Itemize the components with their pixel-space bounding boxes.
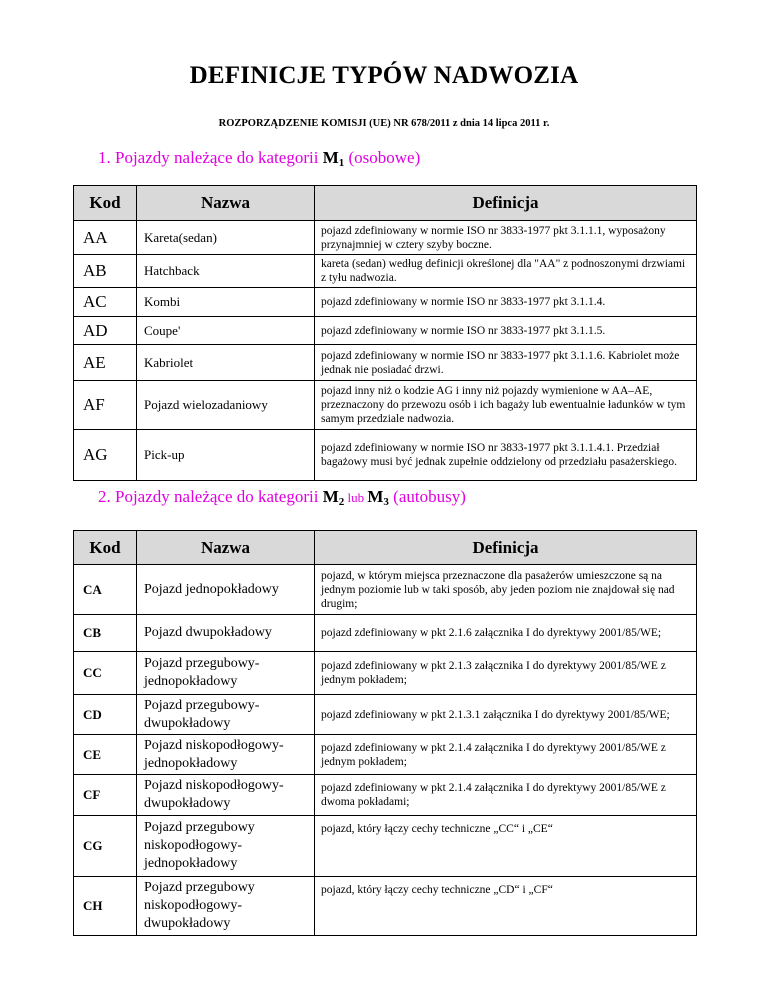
row-name: Pojazd przegubowy niskopodłogowy-dwupokładowy bbox=[137, 877, 315, 936]
bus-body-types-table bbox=[73, 530, 697, 936]
row-code: CH bbox=[74, 877, 137, 936]
row-name: Pojazd jednopokładowy bbox=[137, 565, 315, 615]
row-code: CD bbox=[74, 695, 137, 735]
header-definition: Definicja bbox=[315, 531, 697, 565]
row-name: Pick-up bbox=[137, 430, 315, 481]
table-header-row bbox=[74, 531, 697, 565]
category-m1: $M_1$ bbox=[322, 148, 345, 169]
row-definition: pojazd zdefiniowany w normie ISO nr 3833-1977 pkt 3.1.1.6. Kabriolet może jednak nie posiadać drzwi. bbox=[315, 345, 697, 381]
section-2-prefix: 2. Pojazdy należące do kategorii bbox=[98, 487, 323, 506]
table-header-row bbox=[74, 186, 697, 221]
table-row bbox=[74, 221, 697, 255]
section-2-suffix: (autobusy) bbox=[388, 487, 466, 506]
row-code: AG bbox=[74, 430, 137, 481]
category-m2: $M_2$ bbox=[322, 487, 345, 508]
row-name: Pojazd niskopodłogowy-dwupokładowy bbox=[137, 775, 315, 816]
table-row bbox=[74, 735, 697, 775]
section-1-heading bbox=[98, 148, 420, 169]
row-code: CF bbox=[74, 775, 137, 816]
row-name: Pojazd niskopodłogowy-jednopokładowy bbox=[137, 735, 315, 775]
table-row bbox=[74, 695, 697, 735]
section-2-heading bbox=[98, 487, 466, 508]
table-row bbox=[74, 615, 697, 652]
header-code: Kod bbox=[74, 531, 137, 565]
row-definition: pojazd zdefiniowany w pkt 2.1.4 załącznika I do dyrektywy 2001/85/WE z dwoma pokładami; bbox=[315, 775, 697, 816]
table-row bbox=[74, 652, 697, 695]
row-definition: pojazd zdefiniowany w pkt 2.1.3 załącznika I do dyrektywy 2001/85/WE z jednym pokładem; bbox=[315, 652, 697, 695]
row-code: CG bbox=[74, 816, 137, 877]
row-definition: pojazd zdefiniowany w pkt 2.1.3.1 załącznika I do dyrektywy 2001/85/WE; bbox=[315, 695, 697, 735]
table-row bbox=[74, 317, 697, 345]
row-code: CB bbox=[74, 615, 137, 652]
category-m3: $M_3$ bbox=[367, 487, 389, 508]
document-title: DEFINICJE TYPÓW NADWOZIA bbox=[189, 62, 579, 89]
row-name: Hatchback bbox=[137, 255, 315, 288]
row-code: AE bbox=[74, 345, 137, 381]
row-name: Kareta(sedan) bbox=[137, 221, 315, 255]
row-definition: pojazd zdefiniowany w normie ISO nr 3833-1977 pkt 3.1.1.4. bbox=[315, 288, 697, 317]
table-row bbox=[74, 345, 697, 381]
regulation-subtitle: ROZPORZĄDZENIE KOMISJI (UE) NR 678/2011 z dnia 14 lipca 2011 r. bbox=[218, 118, 550, 129]
row-name: Coupe' bbox=[137, 317, 315, 345]
row-name: Kombi bbox=[137, 288, 315, 317]
row-definition: pojazd, który łączy cechy techniczne „CC“ i „CE“ bbox=[315, 816, 697, 877]
table-row bbox=[74, 430, 697, 481]
table-row bbox=[74, 816, 697, 877]
row-definition: pojazd zdefiniowany w normie ISO nr 3833-1977 pkt 3.1.1.5. bbox=[315, 317, 697, 345]
row-definition: pojazd zdefiniowany w pkt 2.1.4 załącznika I do dyrektywy 2001/85/WE z jednym pokładem; bbox=[315, 735, 697, 775]
section-1-prefix: 1. Pojazdy należące do kategorii bbox=[98, 148, 323, 167]
row-code: AA bbox=[74, 221, 137, 255]
row-code: AC bbox=[74, 288, 137, 317]
row-name: Pojazd wielozadaniowy bbox=[137, 381, 315, 430]
header-name: Nazwa bbox=[137, 531, 315, 565]
section-2-lub: lub bbox=[344, 490, 368, 505]
table-row bbox=[74, 565, 697, 615]
row-code: AF bbox=[74, 381, 137, 430]
table-row bbox=[74, 288, 697, 317]
table-row bbox=[74, 381, 697, 430]
row-code: CE bbox=[74, 735, 137, 775]
row-code: CA bbox=[74, 565, 137, 615]
row-code: AB bbox=[74, 255, 137, 288]
row-definition: pojazd, w którym miejsca przeznaczone dla pasażerów umieszczone są na jednym poziomie lub w taki sposób, aby jeden poziom nie znajdował się nad drugim; bbox=[315, 565, 697, 615]
row-name: Pojazd przegubowy-dwupokładowy bbox=[137, 695, 315, 735]
row-definition: pojazd zdefiniowany w pkt 2.1.6 załącznika I do dyrektywy 2001/85/WE; bbox=[315, 615, 697, 652]
row-name: Pojazd przegubowy niskopodłogowy-jednopokładowy bbox=[137, 816, 315, 877]
header-name: Nazwa bbox=[137, 186, 315, 221]
table-row bbox=[74, 775, 697, 816]
row-name: Kabriolet bbox=[137, 345, 315, 381]
row-definition: pojazd inny niż o kodzie AG i inny niż pojazdy wymienione w AA–AE, przeznaczony do przewozu osób i ich bagaży lub ewentualnie ładunków w tym samym przedziale nadwozia. bbox=[315, 381, 697, 430]
row-definition: pojazd zdefiniowany w normie ISO nr 3833-1977 pkt 3.1.1.1, wyposażony przynajmniej w cztery szyby boczne. bbox=[315, 221, 697, 255]
table-row bbox=[74, 255, 697, 288]
row-definition: kareta (sedan) według definicji określonej dla "AA" z podnoszonymi drzwiami z tyłu nadwozia. bbox=[315, 255, 697, 288]
header-code: Kod bbox=[74, 186, 137, 221]
row-name: Pojazd dwupokładowy bbox=[137, 615, 315, 652]
passenger-car-body-types-table bbox=[73, 185, 697, 481]
row-name: Pojazd przegubowy-jednopokładowy bbox=[137, 652, 315, 695]
row-code: AD bbox=[74, 317, 137, 345]
row-definition: pojazd, który łączy cechy techniczne „CD“ i „CF“ bbox=[315, 877, 697, 936]
row-code: CC bbox=[74, 652, 137, 695]
section-1-suffix: (osobowe) bbox=[344, 148, 421, 167]
header-definition: Definicja bbox=[315, 186, 697, 221]
table-row bbox=[74, 877, 697, 936]
row-definition: pojazd zdefiniowany w normie ISO nr 3833-1977 pkt 3.1.1.4.1. Przedział bagażowy musi być jednak zupełnie oddzielony od przedziału pasażerskiego. bbox=[315, 430, 697, 481]
